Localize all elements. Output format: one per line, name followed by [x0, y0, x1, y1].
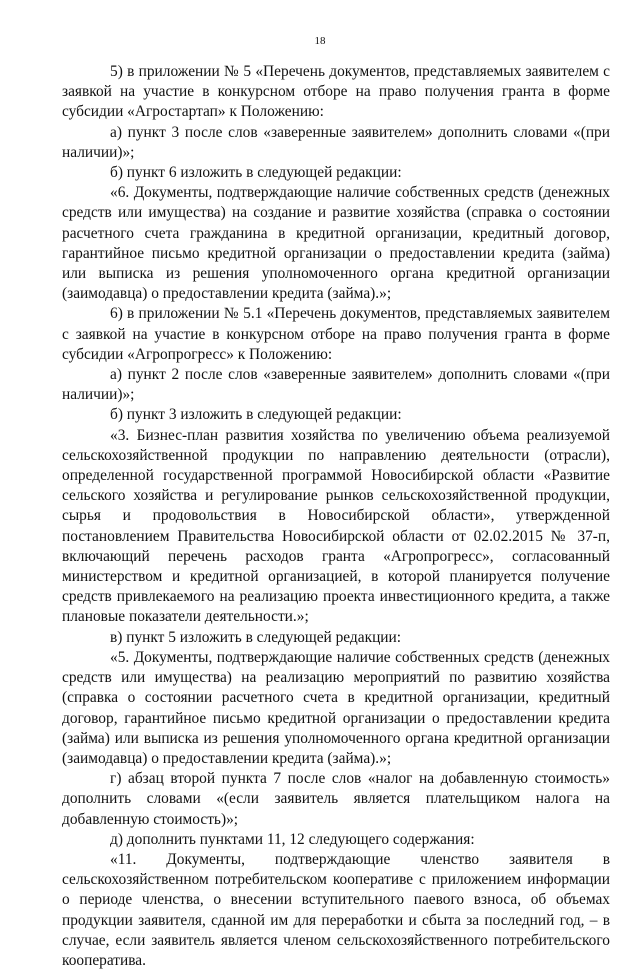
paragraph: а) пункт 3 после слов «заверенные заявителем» дополнить словами «(при наличии)»; [62, 123, 610, 161]
document-body [62, 62, 610, 971]
paragraph: г) абзац второй пункта 7 после слов «налог на добавленную стоимость» дополнить словами «(если заявитель является плательщиком налога на добавленную стоимость)»; [62, 770, 610, 828]
paragraph: «6. Документы, подтверждающие наличие собственных средств (денежных средств или имущества) на создание и развитие хозяйства (справка о состоянии расчетного счета гражданина в кредитной организации, кредитный договор, гарантийное письмо кредитной организации о предоставлении кредита (займа) или выписка из решения уполномоченного органа кредитной организации (заимодавца) о предоставлении кредита (займа).»; [62, 184, 610, 303]
paragraph: «5. Документы, подтверждающие наличие собственных средств (денежных средств или имущества) на реализацию мероприятий по развитию хозяйства (справка о состоянии расчетного счета в кредитной организации, кредитный договор, гарантийное письмо кредитной организации о предоставлении кредита (займа) или выписка из решения уполномоченного органа кредитной организации (заимодавца) о предоставлении кредита (займа).»; [62, 648, 610, 767]
page-number: 18 [314, 35, 326, 47]
paragraph: 5) в приложении № 5 «Перечень документов, представляемых заявителем с заявкой на участие в конкурсном отборе на право получения гранта в форме субсидии «Агростартап» к Положению: [62, 63, 610, 121]
paragraph: а) пункт 2 после слов «заверенные заявителем» дополнить словами «(при наличии)»; [62, 366, 610, 404]
paragraph: 6) в приложении № 5.1 «Перечень документов, представляемых заявителем с заявкой на участие в конкурсном отборе на право получения гранта в форме субсидии «Агропрогресс» к Положению: [62, 305, 610, 363]
paragraph: б) пункт 3 изложить в следующей редакции: [110, 406, 402, 424]
paragraph: «11. Документы, подтверждающие членство заявителя в сельскохозяйственном потребительском кооперативе с приложением информации о периоде членства, о внесении вступительного паевого взноса, об объемах продукции заявителя, сданной им для переработки и сбыта за последний год, – в случае, если заявитель является членом сельскохозяйственного потребительского кооператива. [62, 850, 610, 969]
paragraph: б) пункт 6 изложить в следующей редакции: [110, 164, 402, 182]
paragraph: д) дополнить пунктами 11, 12 следующего содержания: [110, 830, 475, 848]
paragraph: в) пункт 5 изложить в следующей редакции: [110, 628, 402, 646]
paragraph: «3. Бизнес-план развития хозяйства по увеличению объема реализуемой сельскохозяйственной продукции по направлению деятельности (отрасли), определенной государственной программой Новосибирской области «Развитие сельского хозяйства и регулирование рынков сельскохозяйственной продукции, сырья и продовольствия в Новосибирской области», утвержденной постановлением Правительства Новосибирской области от 02.02.2015 № 37-п, включающий перечень расходов гранта «Агропрогресс», согласованный министерством и кредитной организацией, в которой планируется получение средств привлекаемого на реализацию проекта инвестиционного кредита, а также плановые показатели деятельности.»; [62, 426, 610, 626]
